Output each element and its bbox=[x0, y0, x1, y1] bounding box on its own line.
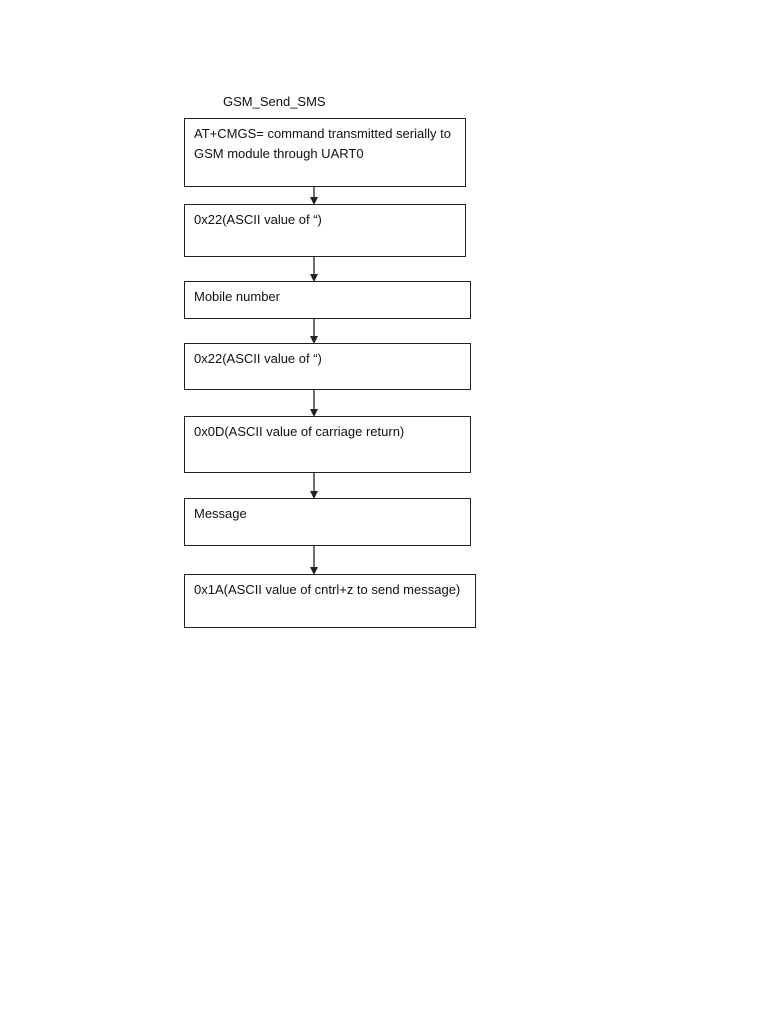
step-box-quote-1 bbox=[184, 204, 466, 257]
step-1-line-1: AT+CMGS= command transmitted serially to bbox=[194, 126, 451, 141]
step-3-line-1: Mobile number bbox=[194, 289, 280, 304]
step-7-line-1: 0x1A(ASCII value of cntrl+z to send message) bbox=[194, 582, 461, 597]
step-4-line-1: 0x22(ASCII value of “) bbox=[194, 351, 322, 366]
step-box-carriage-return bbox=[184, 416, 471, 473]
step-box-ctrl-z bbox=[184, 574, 476, 628]
step-2-line-1: 0x22(ASCII value of “) bbox=[194, 212, 322, 227]
step-box-message bbox=[184, 498, 471, 546]
step-box-mobile-number bbox=[184, 281, 471, 319]
step-box-at-cmgs bbox=[184, 118, 466, 187]
step-6-line-1: Message bbox=[194, 506, 247, 521]
step-5-line-1: 0x0D(ASCII value of carriage return) bbox=[194, 424, 405, 439]
step-1-line-2: GSM module through UART0 bbox=[194, 146, 364, 161]
step-box-quote-2 bbox=[184, 343, 471, 390]
diagram-title: GSM_Send_SMS bbox=[223, 94, 326, 109]
